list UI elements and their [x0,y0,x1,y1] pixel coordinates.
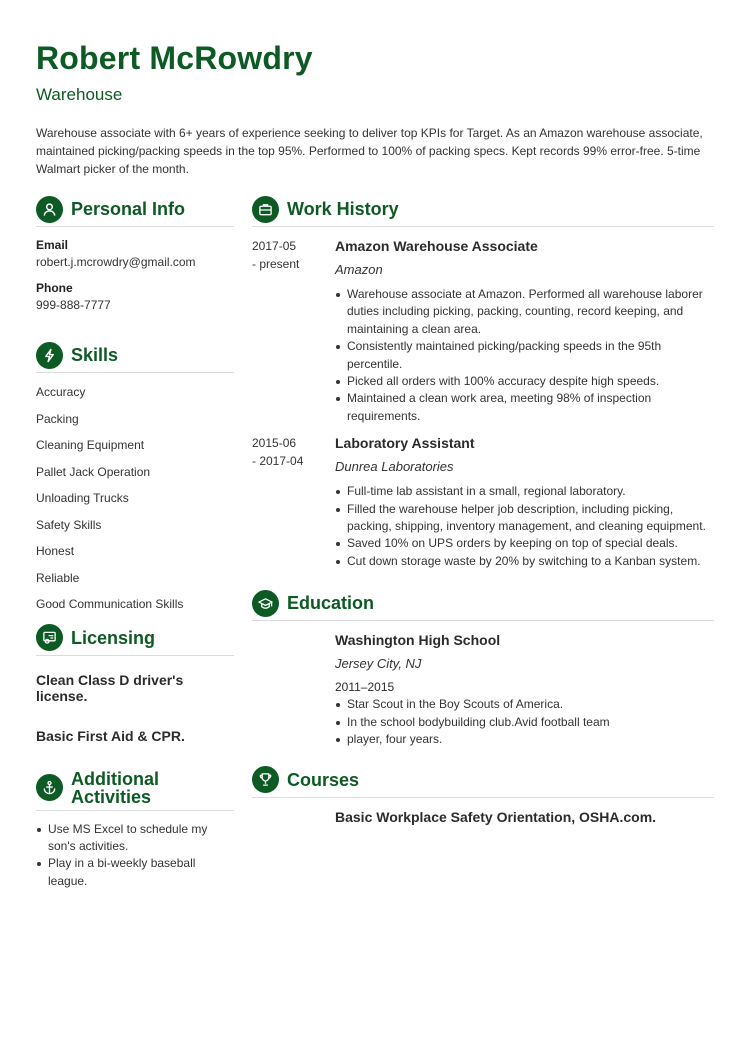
job-bullets [335,286,714,425]
list-item: Saved 10% on UPS orders by keeping on top of special deals. [335,535,714,552]
skills-list [36,384,234,623]
section-header [36,194,234,224]
job-entry [252,237,714,425]
list-item: In the school bodybuilding club.Avid football team [335,714,714,731]
job-company: Dunrea Laboratories [335,459,454,475]
briefcase-icon [252,196,279,223]
section-header [252,588,714,618]
list-item: Use MS Excel to schedule my son's activities. [36,821,234,856]
skill-item: Good Communication Skills [36,597,184,611]
list-item: Warehouse associate at Amazon. Performed all warehouse laborer duties including picking, packing, counting, record keeping, and maintaining a clean area. [335,286,714,338]
user-icon [36,196,63,223]
section-divider [36,810,234,811]
education-bullets [335,696,714,748]
list-item: Full-time lab assistant in a small, regional laboratory. [335,483,714,500]
section-title [71,770,159,806]
education-entry [335,631,714,748]
course-item: Basic Workplace Safety Orientation, OSHA.com. [335,808,657,825]
education-section [252,588,714,748]
job-entry [252,434,714,570]
job-position: Laboratory Assistant [335,435,475,452]
personal-info-section [36,194,234,312]
list-item: Filled the warehouse helper job description, including picking, packing, shipping, inventory management, and cleaning equipment. [335,501,714,536]
licensing-section [36,623,234,744]
section-header [36,340,234,370]
candidate-name: Robert McRowdry [36,40,313,76]
skills-section [36,340,234,623]
list-item: Picked all orders with 100% accuracy despite high speeds. [335,373,714,390]
job-bullets [335,483,714,570]
education-dates: 2011–2015 [335,680,395,695]
activities-section [36,770,234,891]
section-divider [252,226,714,227]
skill-item: Honest [36,544,75,558]
skill-item: Packing [36,411,79,426]
list-item: Cut down storage waste by 20% by switching to a Kanban system. [335,553,714,570]
certificate-icon [36,624,63,651]
list-item: Star Scout in the Boy Scouts of America. [335,696,714,713]
skill-item: Safety Skills [36,517,102,532]
license-item: Basic First Aid & CPR. [36,727,185,744]
section-divider [252,620,714,621]
skill-item: Cleaning Equipment [36,438,145,452]
section-divider [36,372,234,373]
section-header [252,765,714,795]
date-end: - 2017-04 [252,454,304,469]
license-item: Clean Class D driver's license. [36,671,184,704]
lightning-icon [36,342,63,369]
section-divider [252,797,714,798]
graduation-cap-icon [252,590,279,617]
email-value: robert.j.mcrowdry@gmail.com [36,255,196,269]
section-header [36,770,234,806]
email-label: Email [36,238,69,252]
trophy-icon [252,766,279,793]
right-column [252,194,714,826]
section-title: Education [287,593,375,614]
section-title: Personal Info [71,199,186,219]
skill-item: Reliable [36,570,80,585]
list-item: Maintained a clean work area, meeting 98% of inspection requirements. [335,390,714,425]
list-item: player, four years. [335,731,714,748]
anchor-icon [36,774,63,801]
skill-item: Accuracy [36,385,86,399]
job-company: Amazon [335,262,383,277]
list-item: Consistently maintained picking/packing speeds in the 95th percentile. [335,338,714,373]
job-details [335,237,714,425]
section-header [252,194,714,224]
job-dates [252,434,335,570]
section-divider [36,226,234,227]
section-title: Skills [71,345,119,365]
date-end: - present [252,257,300,271]
job-position: Amazon Warehouse Associate [335,238,538,254]
school-location: Jersey City, NJ [335,656,422,672]
date-start: 2017-05 [252,239,297,253]
date-start: 2015-06 [252,436,297,451]
left-column [36,194,234,890]
job-dates [252,237,335,425]
work-history-section [252,194,714,570]
section-title: Work History [287,199,399,219]
phone-label: Phone [36,281,73,295]
job-title: Warehouse [36,85,123,104]
skill-item: Pallet Jack Operation [36,464,151,479]
section-title-line: Additional [71,768,159,789]
section-title-line: Activities [71,786,152,807]
activities-list [36,821,234,891]
profile-summary: Warehouse associate with 6+ years of experience seeking to deliver top KPIs for Target. As an Amazon warehouse associate, maintained picking/packing speeds in the top 95%. Performed to 100% of packing specs. Kept records 99% error-free. 5-time Walmart picker of the month. [36,126,703,176]
courses-section [252,765,714,826]
job-details [335,434,714,570]
section-divider [36,655,234,656]
section-title: Courses [287,769,360,790]
phone-value: 999-888-7777 [36,298,111,312]
section-title: Licensing [71,627,156,648]
list-item: Play in a bi-weekly baseball league. [36,855,234,890]
section-header [36,623,234,653]
skill-item: Unloading Trucks [36,491,129,505]
school-name: Washington High School [335,632,501,649]
